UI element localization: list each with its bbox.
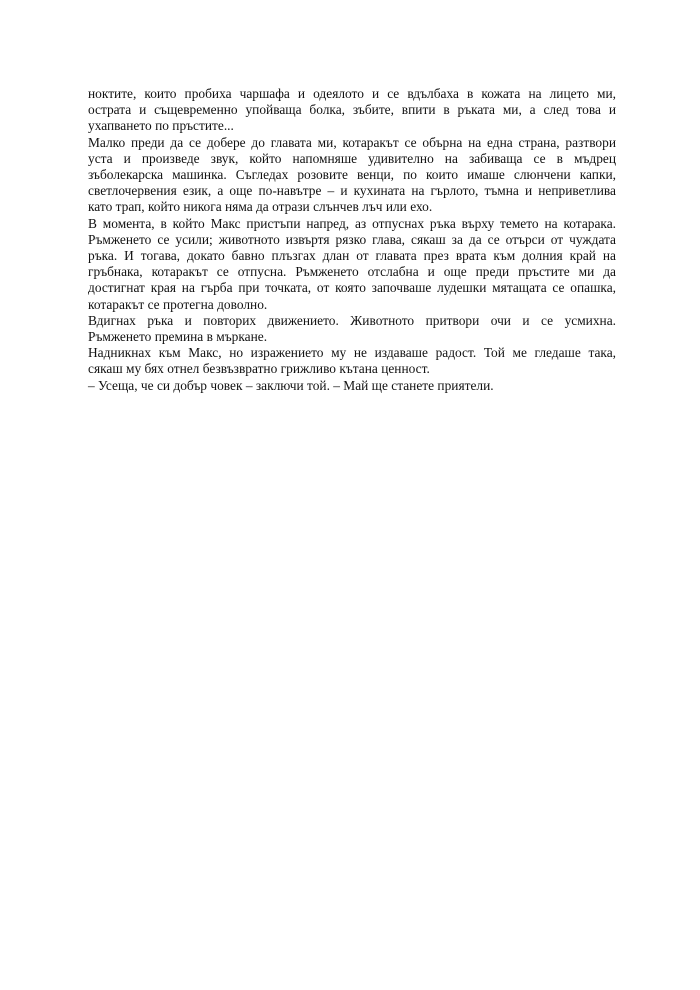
paragraph — [88, 135, 616, 216]
text-line: котаракът се протегна доволно. — [88, 296, 268, 312]
text-line: Ръмженето премина в мъркане. — [88, 329, 268, 345]
body-text — [88, 86, 616, 394]
text-line: светлочервения език, а още по-навътре – и кухината на гърлото, тъмна и неприветлива — [88, 183, 616, 199]
paragraph — [88, 378, 616, 394]
text-line: Вдигнах ръка и повторих движението. Животното притвори очи и се усмихна. — [88, 312, 616, 328]
paragraph — [88, 216, 616, 313]
text-line: ухапването по пръстите... — [88, 118, 234, 134]
paragraph — [88, 86, 616, 135]
text-line: – Усеща, че си добър човек – заключи той. – Май ще станете приятели. — [88, 377, 494, 393]
text-line: острата и същевременно упойваща болка, зъбите, впити в ръката ми, а след това и — [88, 102, 616, 118]
text-line: Малко преди да се добере до главата ми, котаракът се обърна на една страна, разтвори — [88, 134, 616, 150]
text-line: Надникнах към Макс, но изражението му не издаваше радост. Той ме гледаше така, — [88, 345, 616, 361]
text-line: ръка. И тогава, докато бавно плъзгах длан от главата през врата към долния край на — [88, 248, 616, 264]
text-line: като трап, който никога няма да отрази слънчев лъч или ехо. — [88, 199, 433, 215]
text-line: достигнат края на гърба при точката, от която започваше лудешки мятащата се опашка, — [88, 280, 616, 296]
text-line: В момента, в който Макс пристъпи напред, аз отпуснах ръка върху темето на котарака. — [88, 215, 616, 231]
paragraph — [88, 345, 616, 377]
text-line: Ръмженето се усили; животното извъртя рязко глава, сякаш за да се отърси от чуждата — [88, 231, 616, 247]
text-line: зъболекарска машинка. Съгледах розовите венци, по които имаше слюнчени капки, — [88, 167, 616, 183]
text-line: уста и произведе звук, който напомняше удивително на забиваща се в мъдрец — [88, 150, 616, 166]
text-line: сякаш му бях отнел безвъзвратно грижливо кътана ценност. — [88, 361, 430, 377]
text-line: ноктите, които пробиха чаршафа и одеялото и се вдълбаха в кожата на лицето ми, — [88, 86, 616, 101]
paragraph — [88, 313, 616, 345]
text-line: гръбнака, котаракът се отпусна. Ръмженето отслабна и още преди пръстите ми да — [88, 264, 616, 280]
